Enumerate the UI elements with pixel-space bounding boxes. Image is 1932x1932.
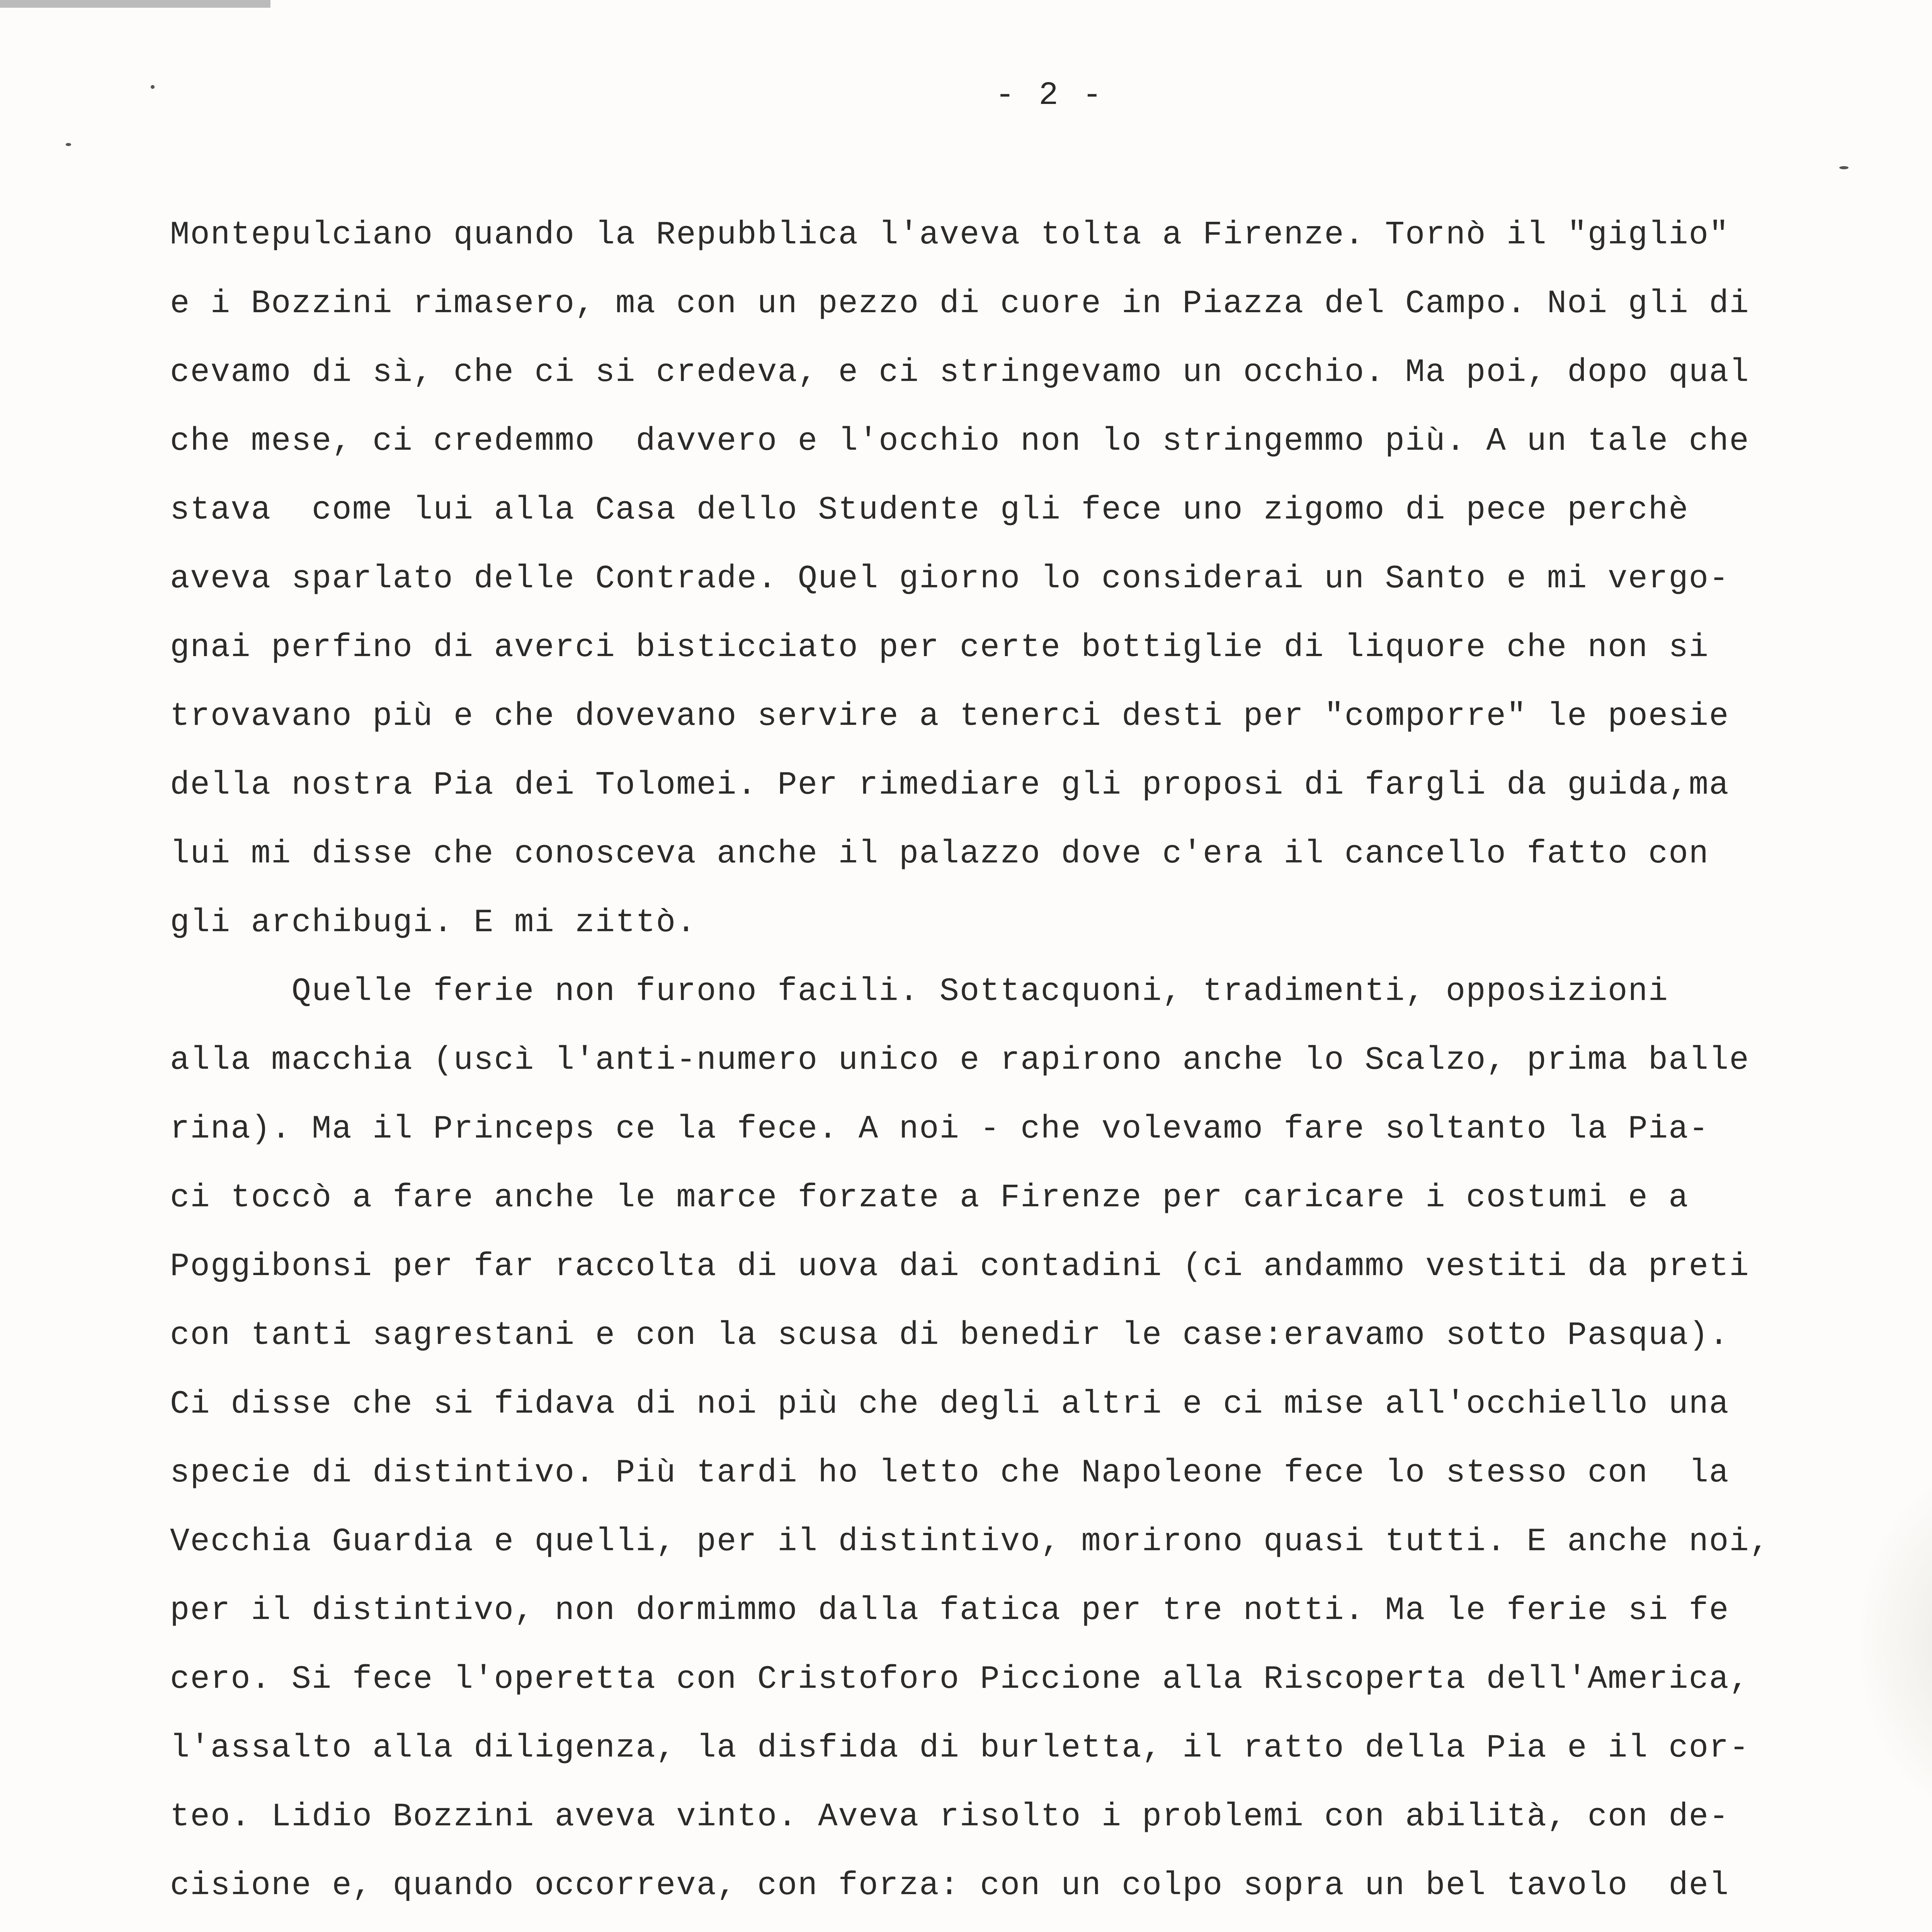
ink-speck [66, 143, 71, 146]
text-line: Vecchia Guardia e quelli, per il distintivo, morirono quasi tutti. E anche noi, [170, 1524, 1770, 1560]
text-line: stava come lui alla Casa dello Studente gli fece uno zigomo di pece perchè [170, 492, 1689, 529]
text-line: cisione e, quando occorreva, con forza: con un colpo sopra un bel tavolo del [170, 1867, 1730, 1904]
scan-edge-mark [0, 0, 270, 8]
text-line: che mese, ci credemmo davvero e l'occhio non lo stringemmo più. A un tale che [170, 423, 1750, 460]
text-line: lui mi disse che conosceva anche il palazzo dove c'era il cancello fatto con [170, 836, 1709, 872]
text-line: ci toccò a fare anche le marce forzate a Firenze per caricare i costumi e a [170, 1180, 1689, 1216]
text-line: Montepulciano quando la Repubblica l'aveva tolta a Firenze. Tornò il "giglio" [170, 217, 1730, 253]
text-line [170, 1920, 1932, 1932]
text-line: Poggibonsi per far raccolta di uova dai contadini (ci andammo vestiti da preti [170, 1248, 1750, 1285]
typed-text-body [170, 201, 1932, 1932]
text-line: Ci disse che si fidava di noi più che degli altri e ci mise all'occhiello una [170, 1386, 1730, 1423]
text-line: e i Bozzini rimasero, ma con un pezzo di cuore in Piazza del Campo. Noi gli di [170, 286, 1750, 322]
text-line: l'assalto alla diligenza, la disfida di burletta, il ratto della Pia e il cor- [170, 1730, 1750, 1767]
text-line: Quelle ferie non furono facili. Sottacquoni, tradimenti, opposizioni [170, 973, 1669, 1010]
page-number: - 2 - [995, 77, 1104, 114]
text-line: gnai perfino di averci bisticciato per certe bottiglie di liquore che non si [170, 629, 1709, 666]
text-line: cevamo di sì, che ci si credeva, e ci stringevamo un occhio. Ma poi, dopo qual [170, 354, 1750, 391]
text-line: trovavano più e che dovevano servire a tenerci desti per "comporre" le poesie [170, 698, 1730, 735]
text-line: alla macchia (uscì l'anti-numero unico e rapirono anche lo Scalzo, prima balle [170, 1042, 1750, 1079]
text-line: teo. Lidio Bozzini aveva vinto. Aveva risolto i problemi con abilità, con de- [170, 1799, 1730, 1835]
text-line: specie di distintivo. Più tardi ho letto che Napoleone fece lo stesso con la [170, 1455, 1730, 1492]
text-line: della nostra Pia dei Tolomei. Per rimediare gli proposi di fargli da guida,ma [170, 767, 1730, 804]
text-line: aveva sparlato delle Contrade. Quel giorno lo considerai un Santo e mi vergo- [170, 561, 1730, 597]
text-line: gli archibugi. E mi zittò. [170, 905, 697, 941]
text-line: per il distintivo, non dormimmo dalla fatica per tre notti. Ma le ferie si fe [170, 1592, 1730, 1629]
text-line: cero. Si fece l'operetta con Cristoforo Piccione alla Riscoperta dell'America, [170, 1661, 1750, 1698]
text-line: con tanti sagrestani e con la scusa di benedir le case:eravamo sotto Pasqua). [170, 1317, 1730, 1354]
ink-speck [1839, 166, 1849, 169]
text-line: rina). Ma il Princeps ce la fece. A noi - che volevamo fare soltanto la Pia- [170, 1111, 1709, 1148]
